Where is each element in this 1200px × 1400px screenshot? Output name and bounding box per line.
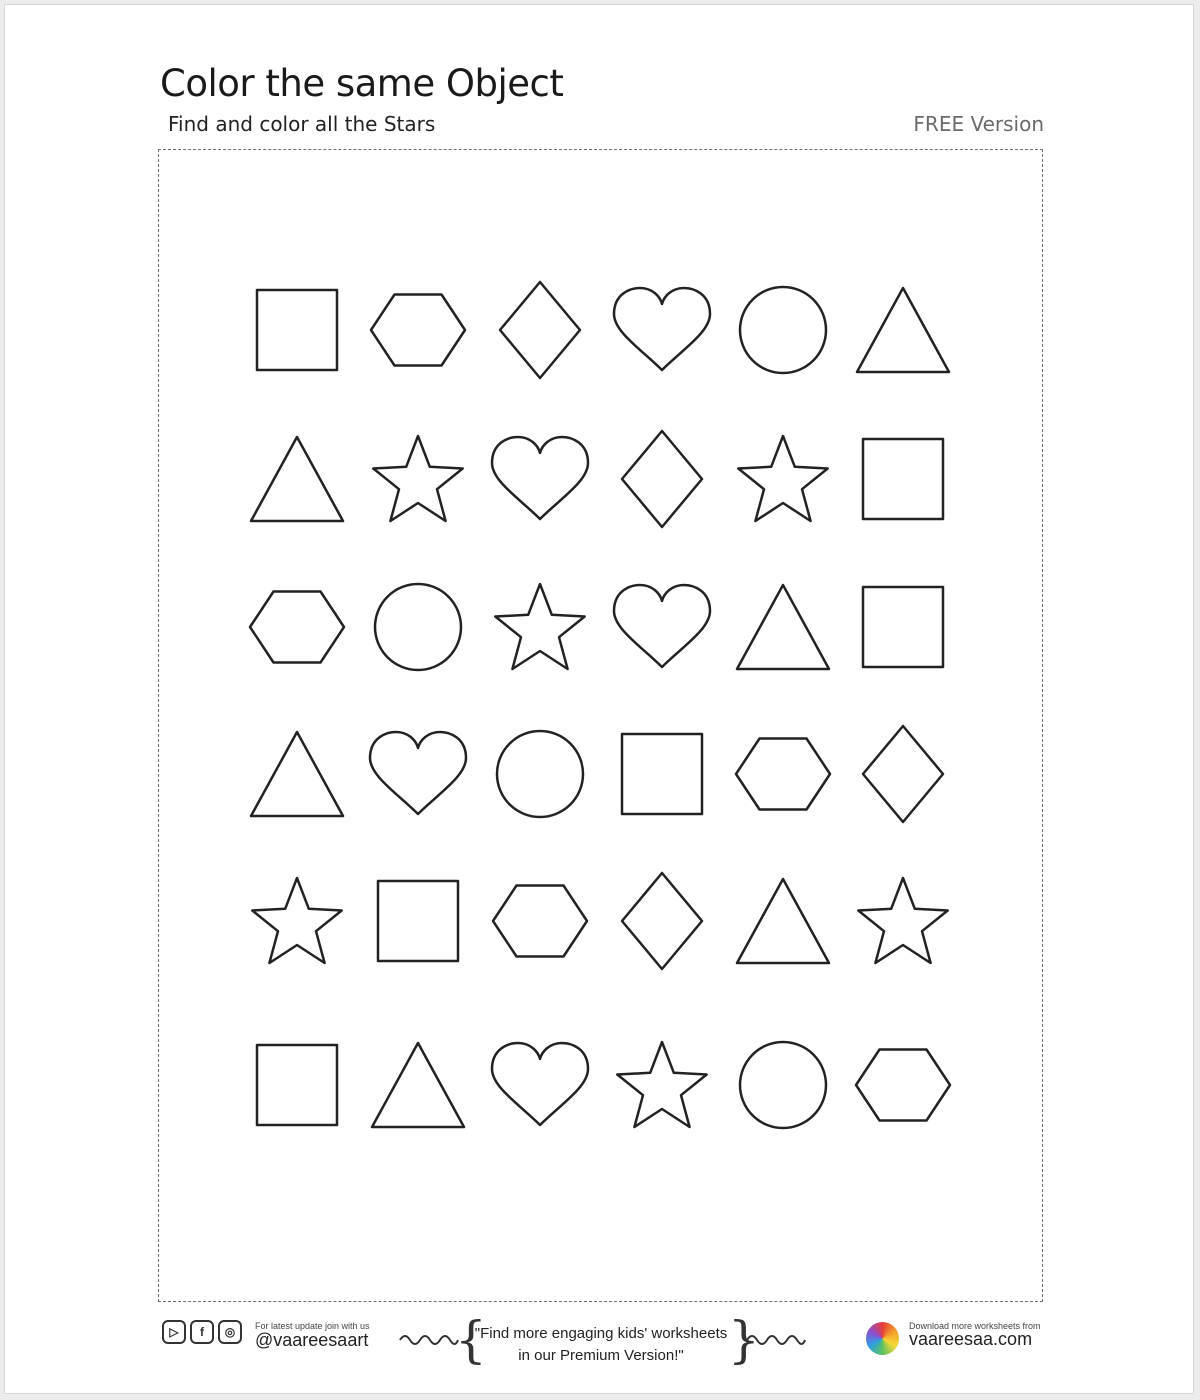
follow-text: For latest update join with us	[255, 1321, 370, 1331]
star-shape[interactable]	[617, 1042, 706, 1127]
triangle-shape[interactable]	[857, 288, 949, 372]
star-shape[interactable]	[252, 878, 341, 963]
instruction-text: Find and color all the Stars	[168, 112, 436, 136]
circle-shape[interactable]	[740, 287, 826, 373]
youtube-icon[interactable]: ▷	[162, 1320, 186, 1344]
brand-logo-icon	[866, 1322, 899, 1355]
hexagon-shape[interactable]	[250, 592, 344, 663]
promo-line-1: "Find more engaging kids' worksheets	[474, 1325, 728, 1342]
instagram-icon[interactable]: ◎	[218, 1320, 242, 1344]
social-handle[interactable]: @vaareesaart	[255, 1330, 369, 1350]
triangle-shape[interactable]	[737, 585, 829, 669]
circle-shape[interactable]	[740, 1042, 826, 1128]
star-shape[interactable]	[373, 436, 462, 521]
square-shape[interactable]	[622, 734, 702, 814]
diamond-shape[interactable]	[863, 726, 943, 822]
promo-text	[470, 1323, 732, 1367]
heart-shape[interactable]	[370, 732, 466, 814]
heart-shape[interactable]	[614, 585, 710, 667]
page-title: Color the same Object	[160, 62, 564, 105]
swirl-left-icon	[398, 1330, 460, 1350]
square-shape[interactable]	[378, 881, 458, 961]
diamond-shape[interactable]	[500, 282, 580, 378]
heart-shape[interactable]	[492, 437, 588, 519]
hexagon-shape[interactable]	[856, 1050, 950, 1121]
social-icons	[162, 1320, 242, 1344]
triangle-shape[interactable]	[737, 879, 829, 963]
square-shape[interactable]	[863, 587, 943, 667]
heart-shape[interactable]	[492, 1043, 588, 1125]
star-shape[interactable]	[495, 584, 584, 669]
hexagon-shape[interactable]	[371, 295, 465, 366]
brace-right-icon: }	[728, 1311, 760, 1369]
square-shape[interactable]	[257, 290, 337, 370]
version-label: FREE Version	[913, 112, 1044, 136]
circle-shape[interactable]	[375, 584, 461, 670]
circle-shape[interactable]	[497, 731, 583, 817]
hexagon-shape[interactable]	[736, 739, 830, 810]
hexagon-shape[interactable]	[493, 886, 587, 957]
star-shape[interactable]	[858, 878, 947, 963]
star-shape[interactable]	[738, 436, 827, 521]
facebook-icon[interactable]: f	[190, 1320, 214, 1344]
triangle-shape[interactable]	[251, 437, 343, 521]
square-shape[interactable]	[257, 1045, 337, 1125]
swirl-right-icon	[745, 1330, 807, 1350]
brace-left-icon: {	[455, 1311, 487, 1369]
square-shape[interactable]	[863, 439, 943, 519]
heart-shape[interactable]	[614, 288, 710, 370]
diamond-shape[interactable]	[622, 431, 702, 527]
diamond-shape[interactable]	[622, 873, 702, 969]
website-link[interactable]: vaareesaa.com	[909, 1329, 1033, 1349]
triangle-shape[interactable]	[251, 732, 343, 816]
download-text: Download more worksheets from	[909, 1321, 1041, 1331]
triangle-shape[interactable]	[372, 1043, 464, 1127]
promo-line-2: in our Premium Version!"	[518, 1347, 684, 1364]
